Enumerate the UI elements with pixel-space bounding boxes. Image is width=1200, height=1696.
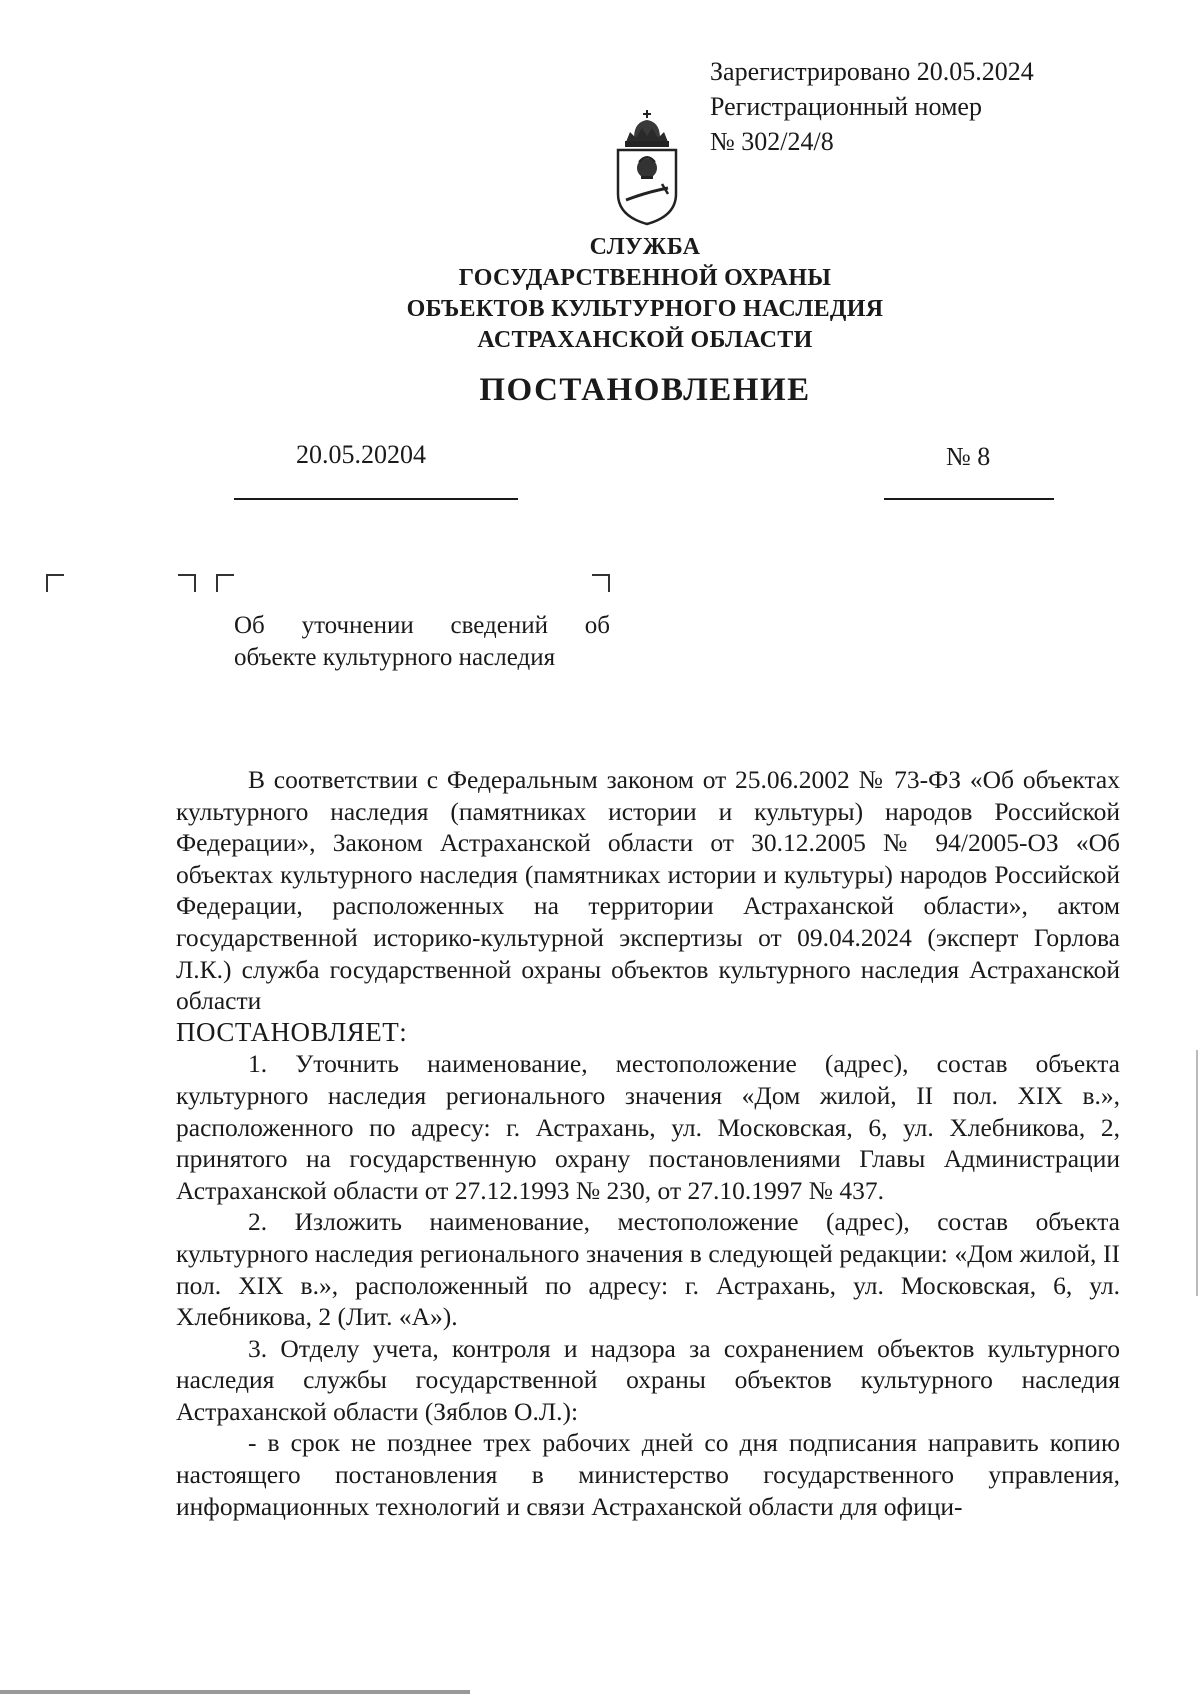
document-subject [234,610,610,674]
subject-corner-mark [46,574,64,592]
decree-heading: ПОСТАНОВЛЯЕТ: [176,1016,408,1047]
subject-corner-mark [178,574,196,592]
astrakhan-coat-of-arms-icon [612,108,682,228]
subject-line-1: Об уточнении сведений об [234,612,610,639]
scan-margin-mark [1196,1050,1198,1296]
agency-line-3: ОБЪЕКТОВ КУЛЬТУРНОГО НАСЛЕДИЯ [406,296,884,322]
scan-bottom-edge [0,1690,470,1694]
number-underline [884,498,1054,500]
subject-line-2: объекте культурного наследия [234,644,556,671]
item-3-paragraph: 3. Отделу учета, контроля и надзора за сохранением объектов культурного наследия службы государственной охраны объектов культурного наследия Астраханской области (Зяблов О.Л.): [176,1333,1120,1426]
agency-line-1: СЛУЖБА [589,234,701,260]
agency-line-4: АСТРАХАНСКОЙ ОБЛАСТИ [477,327,813,353]
subject-corner-mark [216,574,234,592]
document-body [176,764,1120,1522]
preamble-paragraph: В соответствии с Федеральным законом от 25.06.2002 № 73-ФЗ «Об объектах культурного наследия (памятниках истории и культуры) народов Российской Федерации», Законом Астраханской области от 30.12.2005 № 94/2005-ОЗ «Об объектах культурного наследия (памятниках истории и культуры) народов Российской Федерации, расположенных на территории Астраханской области», актом государственной историко-культурной экспертизы от 09.04.2024 (эксперт Горлова Л.К.) служба государственной охраны объектов культурного наследия Астраханской области [176,765,1120,1016]
agency-line-2: ГОСУДАРСТВЕННОЙ ОХРАНЫ [458,265,832,291]
registration-number: № 302/24/8 [710,127,834,156]
subject-corner-mark [592,574,610,592]
item-3-dash-paragraph: - в срок не позднее трех рабочих дней со дня подписания направить копию настоящего постановления в министерство государственного управления, информационных технологий и связи Астраханской области для офици- [176,1428,1120,1521]
document-number: № 8 [946,442,991,471]
registration-stamp [710,54,1034,159]
item-2-paragraph: 2. Изложить наименование, местоположение (адрес), состав объекта культурного наследия регионального значения в следующей редакции: «Дом жилой, II пол. XIX в.», расположенный по адресу: г. Астрахань, ул. Московская, 6, ул. Хлебникова, 2 (Лит. «А»). [176,1207,1120,1332]
document-date: 20.05.20204 [296,440,426,469]
item-1-paragraph: 1. Уточнить наименование, местоположение (адрес), состав объекта культурного наследия регионального значения «Дом жилой, II пол. XIX в.», расположенного по адресу: г. Астрахань, ул. Московская, 6, ул. Хлебникова, 2, принятого на государственную охрану постановлениями Главы Администрации Астраханской области от 27.12.1993 № 230, от 27.10.1997 № 437. [176,1049,1120,1205]
registration-date: Зарегистрировано 20.05.2024 [710,57,1034,86]
registration-label: Регистрационный номер [710,92,982,121]
date-underline [234,498,518,500]
agency-name [0,232,1200,356]
document-title: ПОСТАНОВЛЕНИЕ [479,372,811,408]
